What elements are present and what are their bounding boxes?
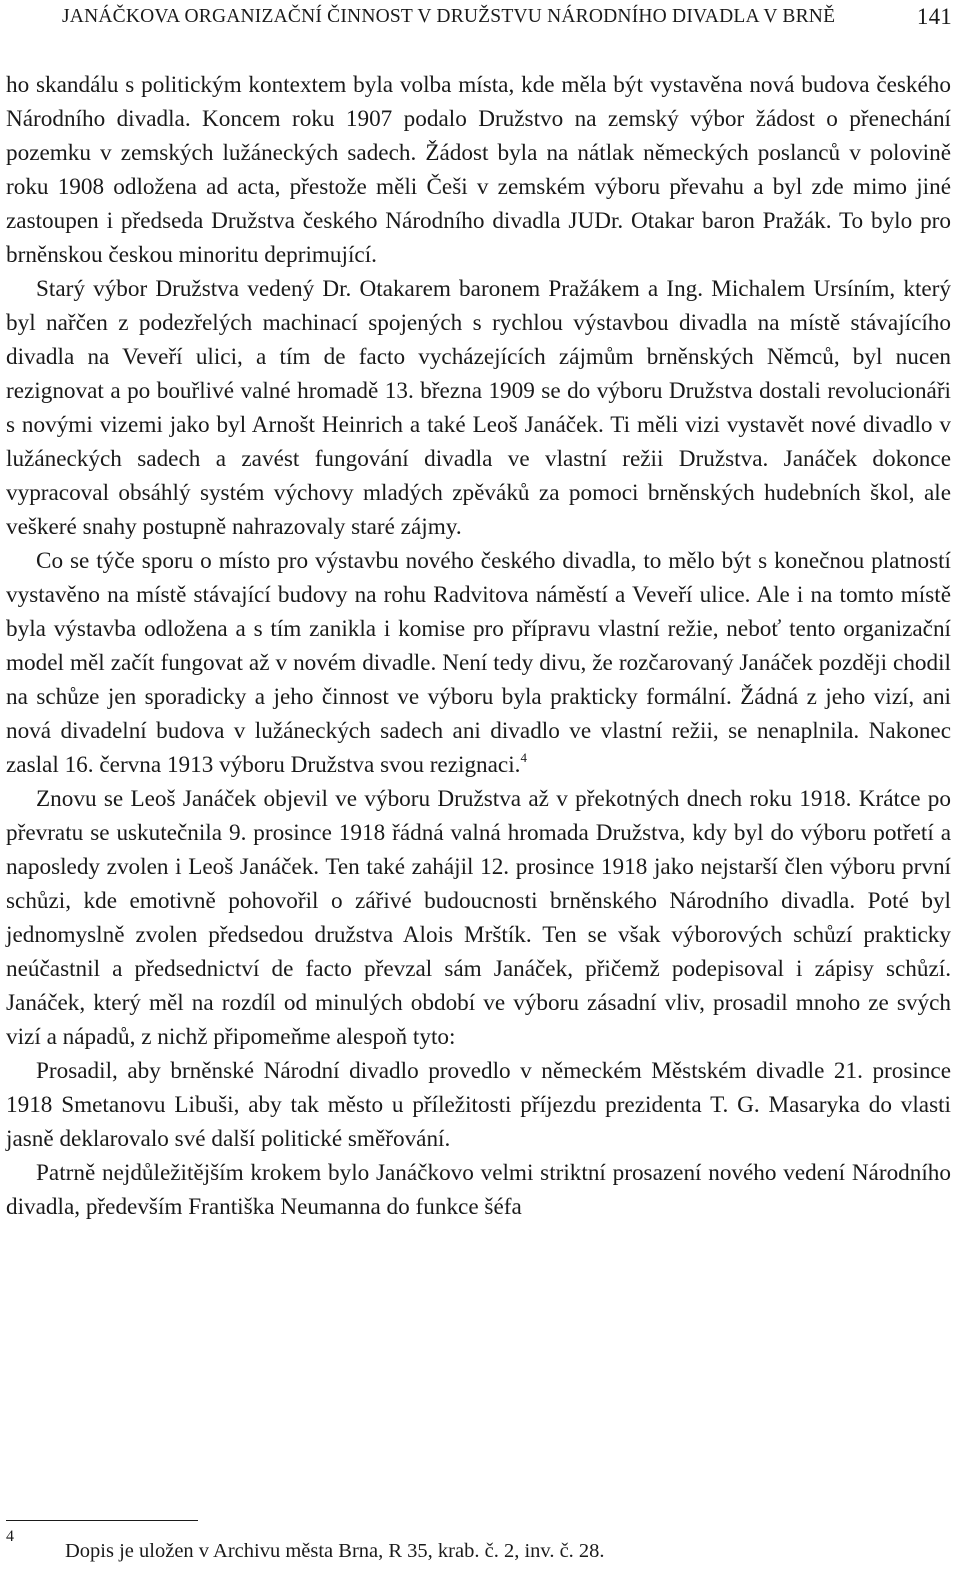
footnote [6, 1528, 946, 1572]
paragraph-3 [6, 544, 951, 782]
paragraph-2: Starý výbor Družstva vedený Dr. Otakarem baronem Pražákem a Ing. Michalem Ursíním, který byl nařčen z podezřelých machinací spojených s rychlou výstavbou divadla na místě stávajícího divadla na Veveří ulici, a tím de facto vycházejících zájmům brněnských Němců, byl nucen rezignovat a po bouřlivé valné hromadě 13. března 1909 se do výboru Družstva dostali revolucionáři s novými vizemi jako byl Arnošt Heinrich a také Leoš Janáček. Ti měli vizi vystavět nové divadlo v lužáneckých sadech a zavést fungování divadla ve vlastní režii Družstva. Janáček dokonce vypracoval obsáhlý systém výchovy mladých zpěváků za pomoci brněnských hudebních škol, ale veškeré snahy postupně nahrazovaly staré zájmy. [6, 276, 951, 540]
running-title: JANÁČKOVA ORGANIZAČNÍ ČINNOST V DRUŽSTVU NÁRODNÍHO DIVADLA V BRNĚ [62, 6, 836, 27]
paragraph-1: ho skandálu s politickým kontextem byla volba místa, kde měla být vystavěna nová budova českého Národního divadla. Koncem roku 1907 podalo Družstvo na zemský výbor žádost o přenechání pozemku v zemských lužáneckých sadech. Žádost byla na nátlak německých poslanců v polovině roku 1908 odložena ad acta, přestože měli Češi v zemském výboru převahu a byl zde mimo jiné zastoupen i předseda Družstva českého Národního divadla JUDr. Otakar baron Pražák. To bylo pro brněnskou českou minoritu deprimující. [6, 72, 951, 268]
body-text [6, 68, 951, 1224]
footnote-text: Dopis je uložen v Archivu města Brna, R 35, krab. č. 2, inv. č. 28. [65, 1540, 605, 1562]
paragraph-4: Znovu se Leoš Janáček objevil ve výboru Družstva až v překotných dnech roku 1918. Krátce po převratu se uskutečnila 9. prosince 1918 řádná valná hromada Družstva, kdy byl do výboru potřetí a naposledy zvolen i Leoš Janáček. Ten také zahájil 12. prosince 1918 jako nejstarší člen výboru první schůzi, kde emotivně pohovořil o zářivé budoucnosti brněnského Národního divadla. Poté byl jednomyslně zvolen předsedou družstva Alois Mrštík. Ten se však výborových schůzí prakticky neúčastnil a předsednictví de facto převzal sám Janáček, přičemž podepisoval i zápisy schůzí. Janáček, který měl na rozdíl od minulých období ve výboru zásadní vliv, prosadil mnoho ze svých vizí a nápadů, z nichž připomeňme alespoň tyto: [6, 786, 951, 1050]
footnote-divider [6, 1520, 198, 1521]
footnote-reference[interactable]: 4 [520, 750, 527, 765]
paragraph-6: Patrně nejdůležitějším krokem bylo Janáčkovo velmi striktní prosazení nového vedení Národního divadla, především Františka Neumanna do funkce šéfa [6, 1160, 951, 1220]
running-header [62, 6, 952, 30]
paragraph-3-text: Co se týče sporu o místo pro výstavbu nového českého divadla, to mělo být s konečnou platností vystavěno na místě stávající budovy na rohu Radvitova náměstí a Veveří ulice. Ale i na tomto místě byla výstavba odložena a s tím zanikla i komise pro přípravu vlastní režie, neboť tento organizační model měl začít fungovat až v novém divadle. Není tedy divu, že rozčarovaný Janáček později chodil na schůze jen sporadicky a jeho činnost ve výboru byla prakticky formální. Žádná z jeho vizí, ani nová divadelní budova v lužáneckých sadech ani divadlo ve vlastní režii, se nenaplnila. Nakonec zaslal 16. června 1913 výboru Družstva svou rezignaci. [6, 548, 951, 778]
page-number: 141 [916, 4, 952, 29]
paragraph-5: Prosadil, aby brněnské Národní divadlo provedlo v německém Městském divadle 21. prosince 1918 Smetanovu Libuši, aby tak město u příležitosti příjezdu prezidenta T. G. Masaryka do vlasti jasně deklarovalo své další politické směřování. [6, 1058, 951, 1152]
footnote-number: 4 [6, 1528, 14, 1545]
